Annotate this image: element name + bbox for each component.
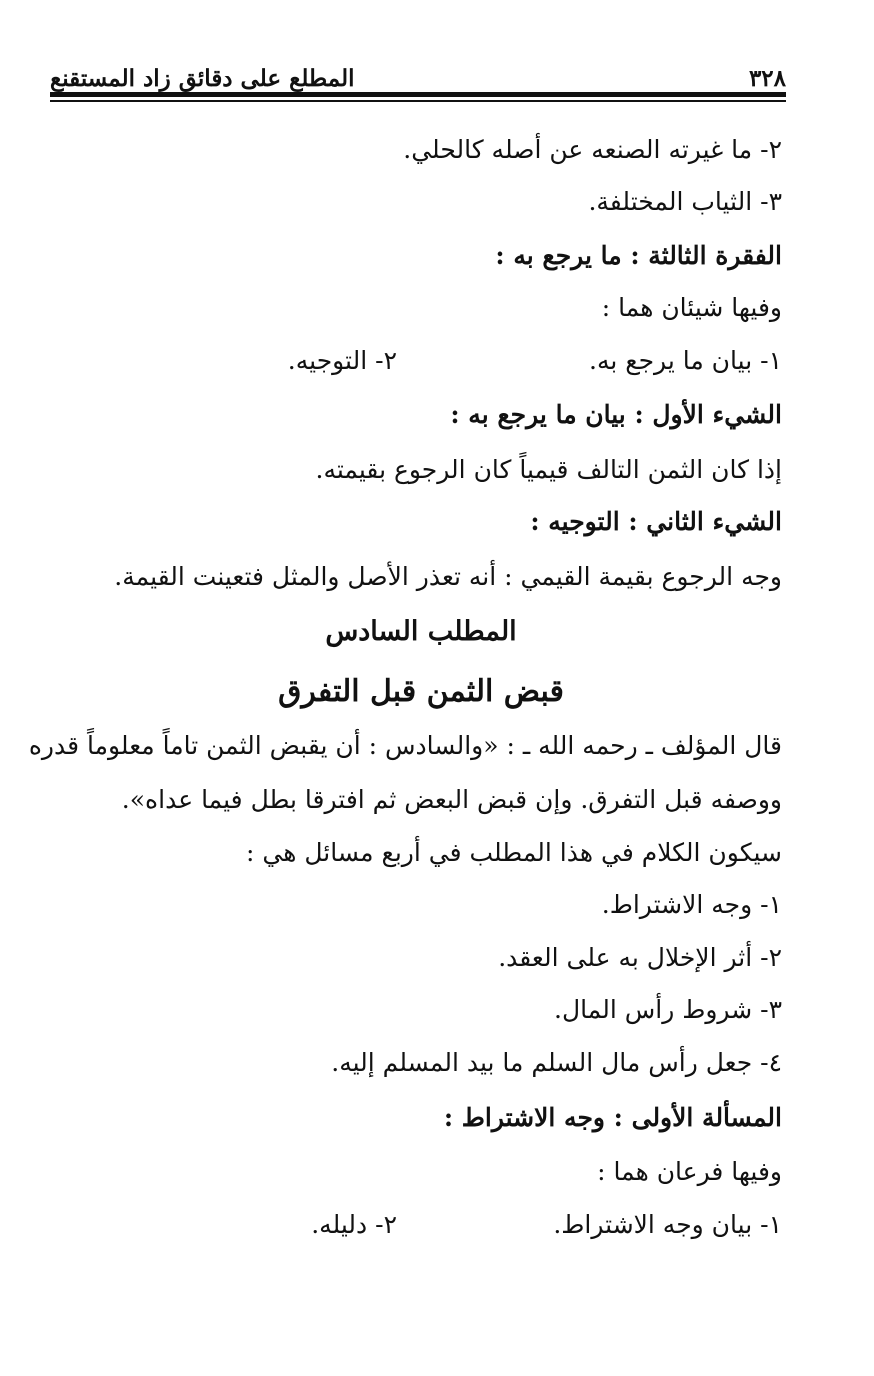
text-line: قال المؤلف ـ رحمه الله ـ : «والسادس : أن يقبض الثمن تاماً معلوماً قدره (28, 731, 782, 760)
list-row (60, 1205, 782, 1245)
text-line: وجه الرجوع بقيمة القيمي : أنه تعذر الأصل والمثل فتعينت القيمة. (114, 562, 782, 591)
list-row (60, 341, 782, 381)
section-subheading: المسألة الأولى : وجه الاشتراط : (443, 1103, 782, 1132)
book-title: المطلع على دقائق زاد المستقنع (50, 65, 355, 92)
text-line: ووصفه قبل التفرق. وإن قبض البعض ثم افترقا بطل فيما عداه». (121, 785, 782, 814)
page-number: ٣٢٨ (748, 65, 786, 92)
section-subheading: الشيء الثاني : التوجيه : (530, 507, 782, 536)
list-item: ٢- أثر الإخلال به على العقد. (498, 943, 782, 972)
list-item: ٣- شروط رأس المال. (554, 995, 782, 1024)
section-subheading: الشيء الأول : بيان ما يرجع به : (450, 400, 782, 429)
header-rule-thin (50, 100, 786, 102)
text-line: ٢- ما غيرته الصنعه عن أصله كالحلي. (403, 135, 782, 164)
list-item: ١- وجه الاشتراط. (601, 890, 782, 919)
list-item: ٤- جعل رأس مال السلم ما بيد المسلم إليه. (331, 1048, 782, 1077)
text-line: إذا كان الثمن التالف قيمياً كان الرجوع بقيمته. (315, 455, 782, 484)
list-item: ١- بيان وجه الاشتراط. (553, 1210, 782, 1239)
list-item: ٢- التوجيه. (287, 346, 397, 375)
section-subheading: الفقرة الثالثة : ما يرجع به : (495, 241, 782, 270)
list-item: ٢- دليله. (311, 1210, 397, 1239)
chapter-heading: المطلب السادس (325, 616, 517, 647)
chapter-title: قبض الثمن قبل التفرق (278, 674, 564, 709)
text-line: وفيها شيئان هما : (601, 293, 782, 322)
list-item: ١- بيان ما يرجع به. (589, 346, 782, 375)
text-line: سيكون الكلام في هذا المطلب في أربع مسائل هي : (246, 838, 782, 867)
running-header (50, 52, 786, 92)
header-rule-thick (50, 92, 786, 97)
text-line: وفيها فرعان هما : (597, 1157, 782, 1186)
text-line: ٣- الثياب المختلفة. (588, 187, 782, 216)
